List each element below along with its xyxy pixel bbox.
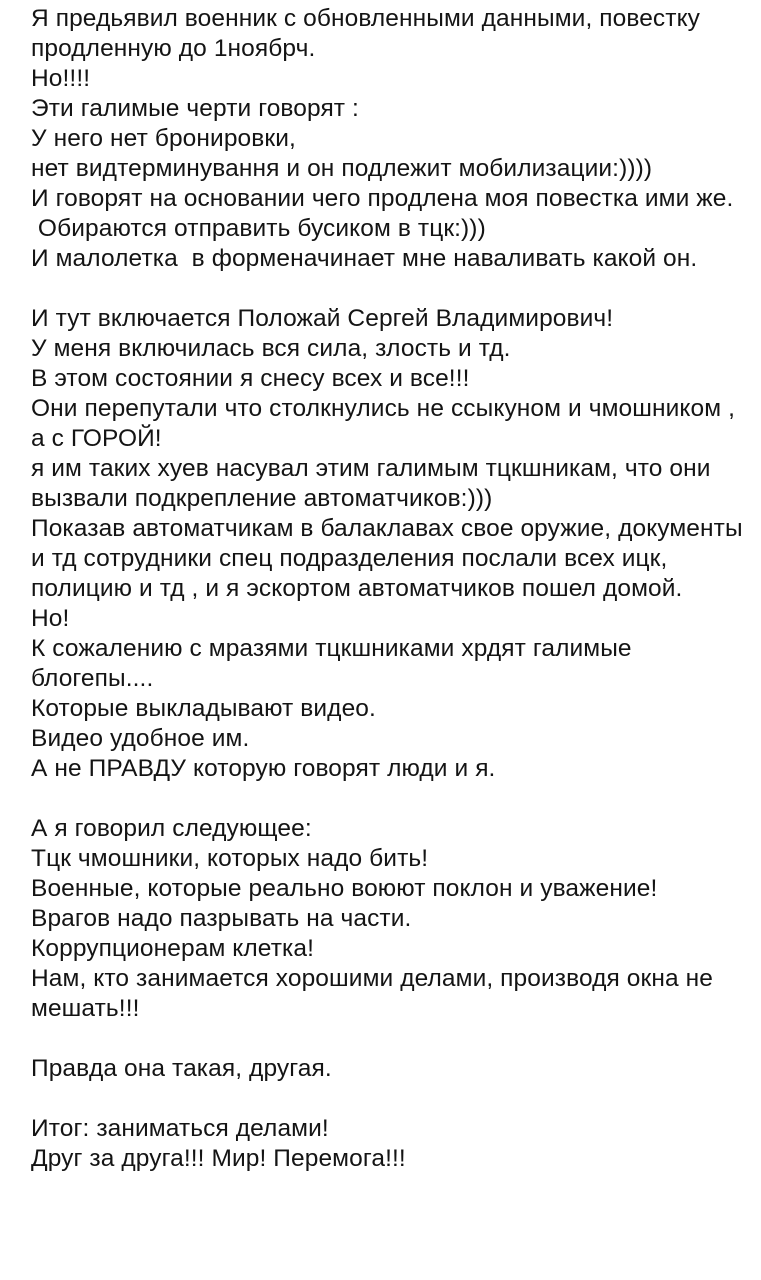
text-line: У меня включилась вся сила, злость и тд. — [31, 335, 511, 362]
text-line: Но! — [31, 605, 70, 632]
text-line: Показав автоматчикам в балаклавах свое оружие, документы и тд сотрудники спец подразделения послали всех ицк, полицию и тд , и я эскортом автоматчиков пошел домой. — [31, 515, 750, 602]
message-text-body — [31, 4, 750, 1174]
text-line: Друг за друга!!! Мир! Перемога!!! — [31, 1145, 406, 1172]
text-line: Обираются отправить бусиком в тцк:))) — [31, 215, 486, 242]
text-line: И говорят на основании чего продлена моя повестка ими же. — [31, 185, 734, 212]
text-line: Но!!!! — [31, 65, 91, 92]
text-line: Нам, кто занимается хорошими делами, производя окна не мешать!!! — [31, 965, 720, 1022]
text-line: Врагов надо пазрывать на части. — [31, 905, 412, 932]
text-line: У него нет бронировки, — [31, 125, 296, 152]
text-line: А не ПРАВДУ которую говорят люди и я. — [31, 755, 496, 782]
text-line: Видео удобное им. — [31, 725, 250, 752]
paragraph-gap — [31, 784, 746, 814]
text-line: Итог: заниматься делами! — [31, 1115, 329, 1142]
text-line: я им таких хуев насувал этим галимым тцкшникам, что они вызвали подкрепление автоматчиков:))) — [31, 455, 718, 512]
text-line: Коррупционерам клетка! — [31, 935, 315, 962]
text-line: В этом состоянии я снесу всех и все!!! — [31, 365, 470, 392]
paragraph-gap — [31, 1024, 746, 1054]
text-line: К сожалению с мразями тцкшниками хрдят галимые блогепы.... — [31, 635, 639, 692]
paragraph-gap — [31, 274, 746, 304]
text-line: Правда она такая, другая. — [31, 1055, 332, 1082]
text-line: нет видтерминування и он подлежит мобилизации:)))) — [31, 155, 653, 182]
text-line: И тут включается Положай Сергей Владимирович! — [31, 305, 614, 332]
text-line: Я предьявил военник с обновленными данными, повестку продленную до 1ноябрч. — [31, 5, 707, 62]
text-line: А я говорил следующее: — [31, 815, 312, 842]
text-line: Они перепутали что столкнулись не ссыкуном и чмошником , а с ГОРОЙ! — [31, 395, 742, 452]
text-line: Которые выкладывают видео. — [31, 695, 376, 722]
text-line: Тцк чмошники, которых надо бить! — [31, 845, 429, 872]
paragraph-gap — [31, 1084, 746, 1114]
text-line: Эти галимые черти говорят : — [31, 95, 359, 122]
text-line: Военные, которые реально воюют поклон и уважение! — [31, 875, 658, 902]
text-line: И малолетка в форменачинает мне наваливать какой он. — [31, 245, 698, 272]
